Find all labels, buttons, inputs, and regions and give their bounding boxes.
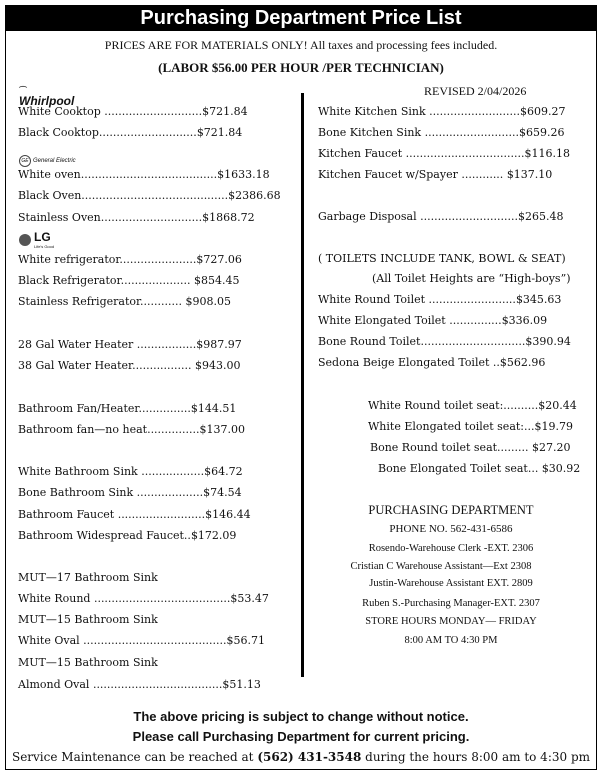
price-item: Bone Bathroom Sink ...................$74.54 xyxy=(18,486,242,499)
price-item: Almond Oval .....................................$51.13 xyxy=(18,678,261,691)
footer-notice: The above pricing is subject to change without notice. xyxy=(133,709,469,724)
whirlpool-logo: ⌒ Whirlpool xyxy=(19,86,75,108)
price-item: White Round Toilet .........................$345.63 xyxy=(318,293,562,306)
price-item: White oven.......................................$1633.18 xyxy=(18,168,270,181)
footer-call-note: Please call Purchasing Department for current pricing. xyxy=(132,729,470,744)
price-item: White Cooktop ............................$721.84 xyxy=(18,105,248,118)
price-item: 38 Gal Water Heater................. $943.00 xyxy=(18,359,241,372)
price-item: Bathroom fan—no heat...............$137.00 xyxy=(18,423,246,436)
lg-face-icon xyxy=(19,234,31,246)
price-item: Kitchen Faucet w/Spayer ............ $137.10 xyxy=(318,168,553,181)
pricing-note: PRICES ARE FOR MATERIALS ONLY! All taxes and processing fees included. xyxy=(104,38,498,52)
price-item: White Round .......................................$53.47 xyxy=(18,592,269,605)
toilet-note: ( TOILETS INCLUDE TANK, BOWL & SEAT) xyxy=(318,252,566,265)
price-item: Stainless Refrigerator............ $908.05 xyxy=(18,295,231,308)
price-item: White Elongated toilet seat:...$19.79 xyxy=(368,420,573,433)
lg-logo: LG Life's Good xyxy=(19,230,54,249)
section-label: MUT—15 Bathroom Sink xyxy=(18,656,158,669)
price-item: White Oval .........................................$56.71 xyxy=(18,634,266,647)
price-item: Black Cooktop............................$721.84 xyxy=(18,126,243,139)
page-title: Purchasing Department Price List xyxy=(6,6,596,31)
price-item: Bathroom Faucet .........................$146.44 xyxy=(18,508,251,521)
ge-monogram-icon: GE xyxy=(19,155,31,167)
price-item: White refrigerator......................$727.06 xyxy=(18,253,242,266)
revised-date: REVISED 2/04/2026 xyxy=(424,84,527,98)
store-hours: 8:00 AM TO 4:30 PM xyxy=(404,635,498,646)
column-divider xyxy=(301,93,304,677)
labor-rate: (LABOR $56.00 PER HOUR /PER TECHNICIAN) xyxy=(158,60,444,75)
price-item: Bone Kitchen Sink ...........................$659.26 xyxy=(318,126,565,139)
price-item: Sedona Beige Elongated Toilet ..$562.96 xyxy=(318,356,546,369)
store-hours-label: STORE HOURS MONDAY— FRIDAY xyxy=(365,616,537,627)
price-item: 28 Gal Water Heater .................$987.97 xyxy=(18,338,242,351)
price-item: White Kitchen Sink ..........................$609.27 xyxy=(318,105,566,118)
contact-heading: PURCHASING DEPARTMENT xyxy=(368,503,534,517)
contact-person: Rosendo-Warehouse Clerk -EXT. 2306 xyxy=(368,543,534,554)
ge-logo: GE General Electric xyxy=(19,155,76,167)
price-item: Bone Round toilet seat......... $27.20 xyxy=(370,441,571,454)
service-phone: (562) 431-3548 xyxy=(257,750,362,764)
price-item: Bathroom Widespread Faucet..$172.09 xyxy=(18,529,237,542)
price-item: White Elongated Toilet ...............$336.09 xyxy=(318,314,548,327)
price-item: Black Refrigerator.................... $854.45 xyxy=(18,274,240,287)
price-item: Bone Elongated Toilet seat... $30.92 xyxy=(378,462,581,475)
price-item: White Round toilet seat:..........$20.44 xyxy=(368,399,577,412)
price-item: Bone Round Toilet..............................$390.94 xyxy=(318,335,571,348)
section-label: MUT—15 Bathroom Sink xyxy=(18,613,158,626)
footer-service-line: Service Maintenance can be reached at (562) 431-3548 during the hours 8:00 am to 4:30 pm xyxy=(11,750,591,764)
price-item: Stainless Oven.............................$1868.72 xyxy=(18,211,255,224)
contact-person: Ruben S.-Purchasing Manager-EXT. 2307 xyxy=(362,598,540,609)
price-item: Garbage Disposal ............................$265.48 xyxy=(318,210,564,223)
price-item: White Bathroom Sink ..................$64.72 xyxy=(18,465,243,478)
contact-person: Justin-Warehouse Assistant EXT. 2809 xyxy=(369,578,533,589)
price-item: Bathroom Fan/Heater...............$144.51 xyxy=(18,402,237,415)
section-label: MUT—17 Bathroom Sink xyxy=(18,571,158,584)
toilet-height-note: (All Toilet Heights are “High-boys”) xyxy=(372,272,571,285)
price-item: Black Oven..........................................$2386.68 xyxy=(18,189,281,202)
price-item: Kitchen Faucet ..................................$116.18 xyxy=(318,147,570,160)
contact-phone: PHONE NO. 562-431-6586 xyxy=(389,523,513,535)
whirlpool-swirl-icon: ⌒ xyxy=(19,86,27,95)
contact-person: Cristian C Warehouse Assistant—Ext 2308 xyxy=(350,561,532,572)
